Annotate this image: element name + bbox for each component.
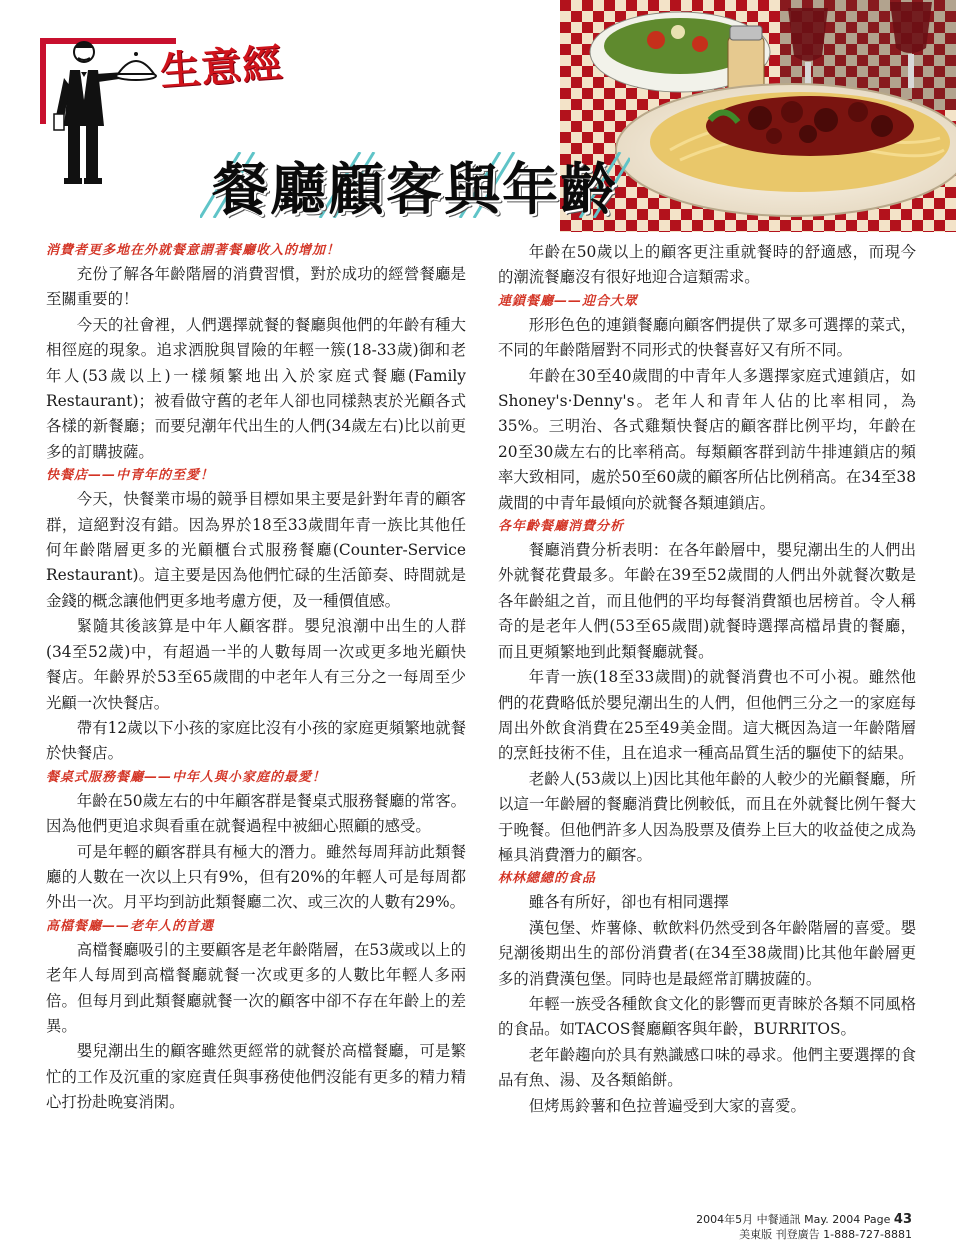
section-heading: 各年齡餐廳消費分析	[498, 519, 625, 535]
paragraph: 老年齡趨向於具有熟識感口味的尋求。他們主要選擇的食品有魚、湯、及各類餡餅。	[498, 1045, 916, 1090]
footer-ad-line: 美東版 刊登廣告 1-888-727-8881	[739, 1228, 912, 1241]
paragraph: 高檔餐廳吸引的主要顧客是老年齡階層，在53歲或以上的老年人每周到高檔餐廳就餐一次或更多的人數比年輕人多兩倍。但每月到此類餐廳就餐一次的顧客中卻不存在年齡上的差異。	[46, 940, 466, 1035]
paragraph: 但烤馬鈴薯和色拉普遍受到大家的喜愛。	[528, 1096, 806, 1115]
left-column	[46, 240, 466, 1116]
page-number: 43	[893, 1212, 912, 1227]
paragraph: 可是年輕的顧客群具有極大的潛力。雖然每周拜訪此類餐廳的人數在一次以上只有9%，但有20%的年輕人可是每周都外出一次。月平均到訪此類餐廳二次、或三次的人數有29%。	[46, 842, 466, 912]
paragraph: 充份了解各年齡階層的消費習慣，對於成功的經營餐廳是至關重要的！	[46, 265, 466, 309]
paragraph: 帶有12歲以下小孩的家庭比沒有小孩的家庭更頻繁地就餐於快餐店。	[46, 718, 466, 763]
paragraph: 今天，快餐業市場的競爭目標如果主要是針對年青的顧客群，這絕對沒有錯。因為界於18至33歲間年青一族比其他任何年齡階層更多的光顧櫃台式服務餐廳(Counter-Service Restaurant)。這主要是因為他們忙碌的生活節奏、時間就是金錢的概念讓他們更多地考慮方便，及一種價值感。	[46, 490, 466, 610]
footer-issue-line	[696, 1212, 912, 1227]
waiter-illustration	[52, 30, 162, 190]
section-heading: 連鎖餐廳——迎合大眾	[498, 293, 639, 309]
column-tag: 生意經	[158, 40, 285, 96]
page-footer	[696, 1212, 912, 1242]
right-column	[498, 240, 916, 1119]
paragraph: 老齡人(53歲以上)因比其他年齡的人較少的光顧餐廳，所以這一年齡層的餐廳消費比例較低，而且在外就餐比例午餐大于晚餐。但他們許多人因為股票及債券上巨大的收益使之成為極具消費潛力的顧客。	[498, 769, 916, 864]
footer-issue: 2004年5月 中餐通訊 May. 2004	[696, 1213, 861, 1226]
section-heading: 林林總總的食品	[498, 871, 597, 887]
paragraph: 年齡在50歲左右的中年顧客群是餐桌式服務餐廳的常客。因為他們更追求與看重在就餐過程中被細心照顧的感受。	[46, 791, 466, 836]
paragraph: 漢包堡、炸薯條、軟飲料仍然受到各年齡階層的喜愛。嬰兒潮後期出生的部份消費者(在34至38歲間)比其他年齡層更多的消費漢包堡。同時也是最經常訂購披薩的。	[498, 918, 916, 988]
section-heading: 消費者更多地在外就餐意謂著餐廳收入的增加！	[46, 243, 341, 258]
paragraph: 餐廳消費分析表明：在各年齡層中，嬰兒潮出生的人們出外就餐花費最多。年齡在39至52歲間的人們出外就餐次數是各年齡組之首，而且他們的平均每餐消費額也居榜首。令人稱奇的是老年人們(53至65歲間)就餐時選擇高檔昂貴的餐廳，而且更頻繁地到此類餐廳就餐。	[498, 541, 916, 661]
article-title: 餐廳顧客與年齡	[212, 157, 618, 223]
paragraph: 年齡在30至40歲間的中青年人多選擇家庭式連鎖店，如Shoney's·Denny's。老年人和青年人佔的比率相同，為35%。三明治、各式雞類快餐店的顧客群比例平均，年齡在20至30歲左右的比率稍高。每類顧客群到訪牛排連鎖店的頻率大致相同，處於50至60歲的顧客所佔比例稍高。在34至38歲間的中青年最傾向於就餐各類連鎖店。	[498, 366, 916, 512]
paragraph: 緊隨其後該算是中年人顧客群。嬰兒浪潮中出生的人群(34至52歲)中，有超過一半的人數每周一次或更多地光顧快餐店。年齡界於53至65歲間的中老年人有三分之一每周至少光顧一次快餐店。	[46, 617, 466, 712]
paragraph: 雖各有所好，卻也有相同選擇	[528, 893, 729, 912]
paragraph: 嬰兒潮出生的顧客雖然更經常的就餐於高檔餐廳，可是繁忙的工作及沉重的家庭責任與事務使他們沒能有更多的精力精心打扮赴晚宴消閑。	[46, 1042, 466, 1112]
section-heading: 快餐店——中青年的至愛！	[46, 468, 215, 484]
paragraph: 年輕一族受各種飲食文化的影響而更青睞於各類不同風格的食品。如TACOS餐廳顧客與年齡，BURRITOS。	[498, 994, 916, 1039]
section-heading: 餐桌式服務餐廳——中年人與小家庭的最愛！	[46, 769, 327, 785]
paragraph: 年齡在50歲以上的顧客更注重就餐時的舒適感，而現今的潮流餐廳沒有很好地迎合這類需求。	[498, 243, 916, 287]
paragraph: 形形色色的連鎖餐廳向顧客們提供了眾多可選擇的菜式，不同的年齡階層對不同形式的快餐喜好又有所不同。	[498, 315, 916, 360]
paragraph: 年青一族(18至33歲間)的就餐消費也不可小視。雖然他們的花費略低於嬰兒潮出生的人們，但他們三分之一的家庭每周出外飲食消費在25至49美金間。這大概因為這一年齡階層的烹飪技術不佳，且在追求一種高品質生活的驅使下的結果。	[498, 668, 916, 763]
section-heading: 高檔餐廳——老年人的首選	[46, 918, 215, 934]
page-label: Page	[863, 1213, 891, 1226]
paragraph: 今天的社會裡，人們選擇就餐的餐廳與他們的年齡有種大相徑庭的現象。追求洒脫與冒險的年輕一簇(18-33歲)御和老年人(53歲以上)一樣頻繁地出入於家庭式餐廳(Family Restaurant)；被看做守舊的老年人卻也同樣熱衷於光顧各式各樣的新餐廳；而要兒潮年代出生的人們(34歲左右)比以前更多的訂購披薩。	[46, 315, 466, 461]
